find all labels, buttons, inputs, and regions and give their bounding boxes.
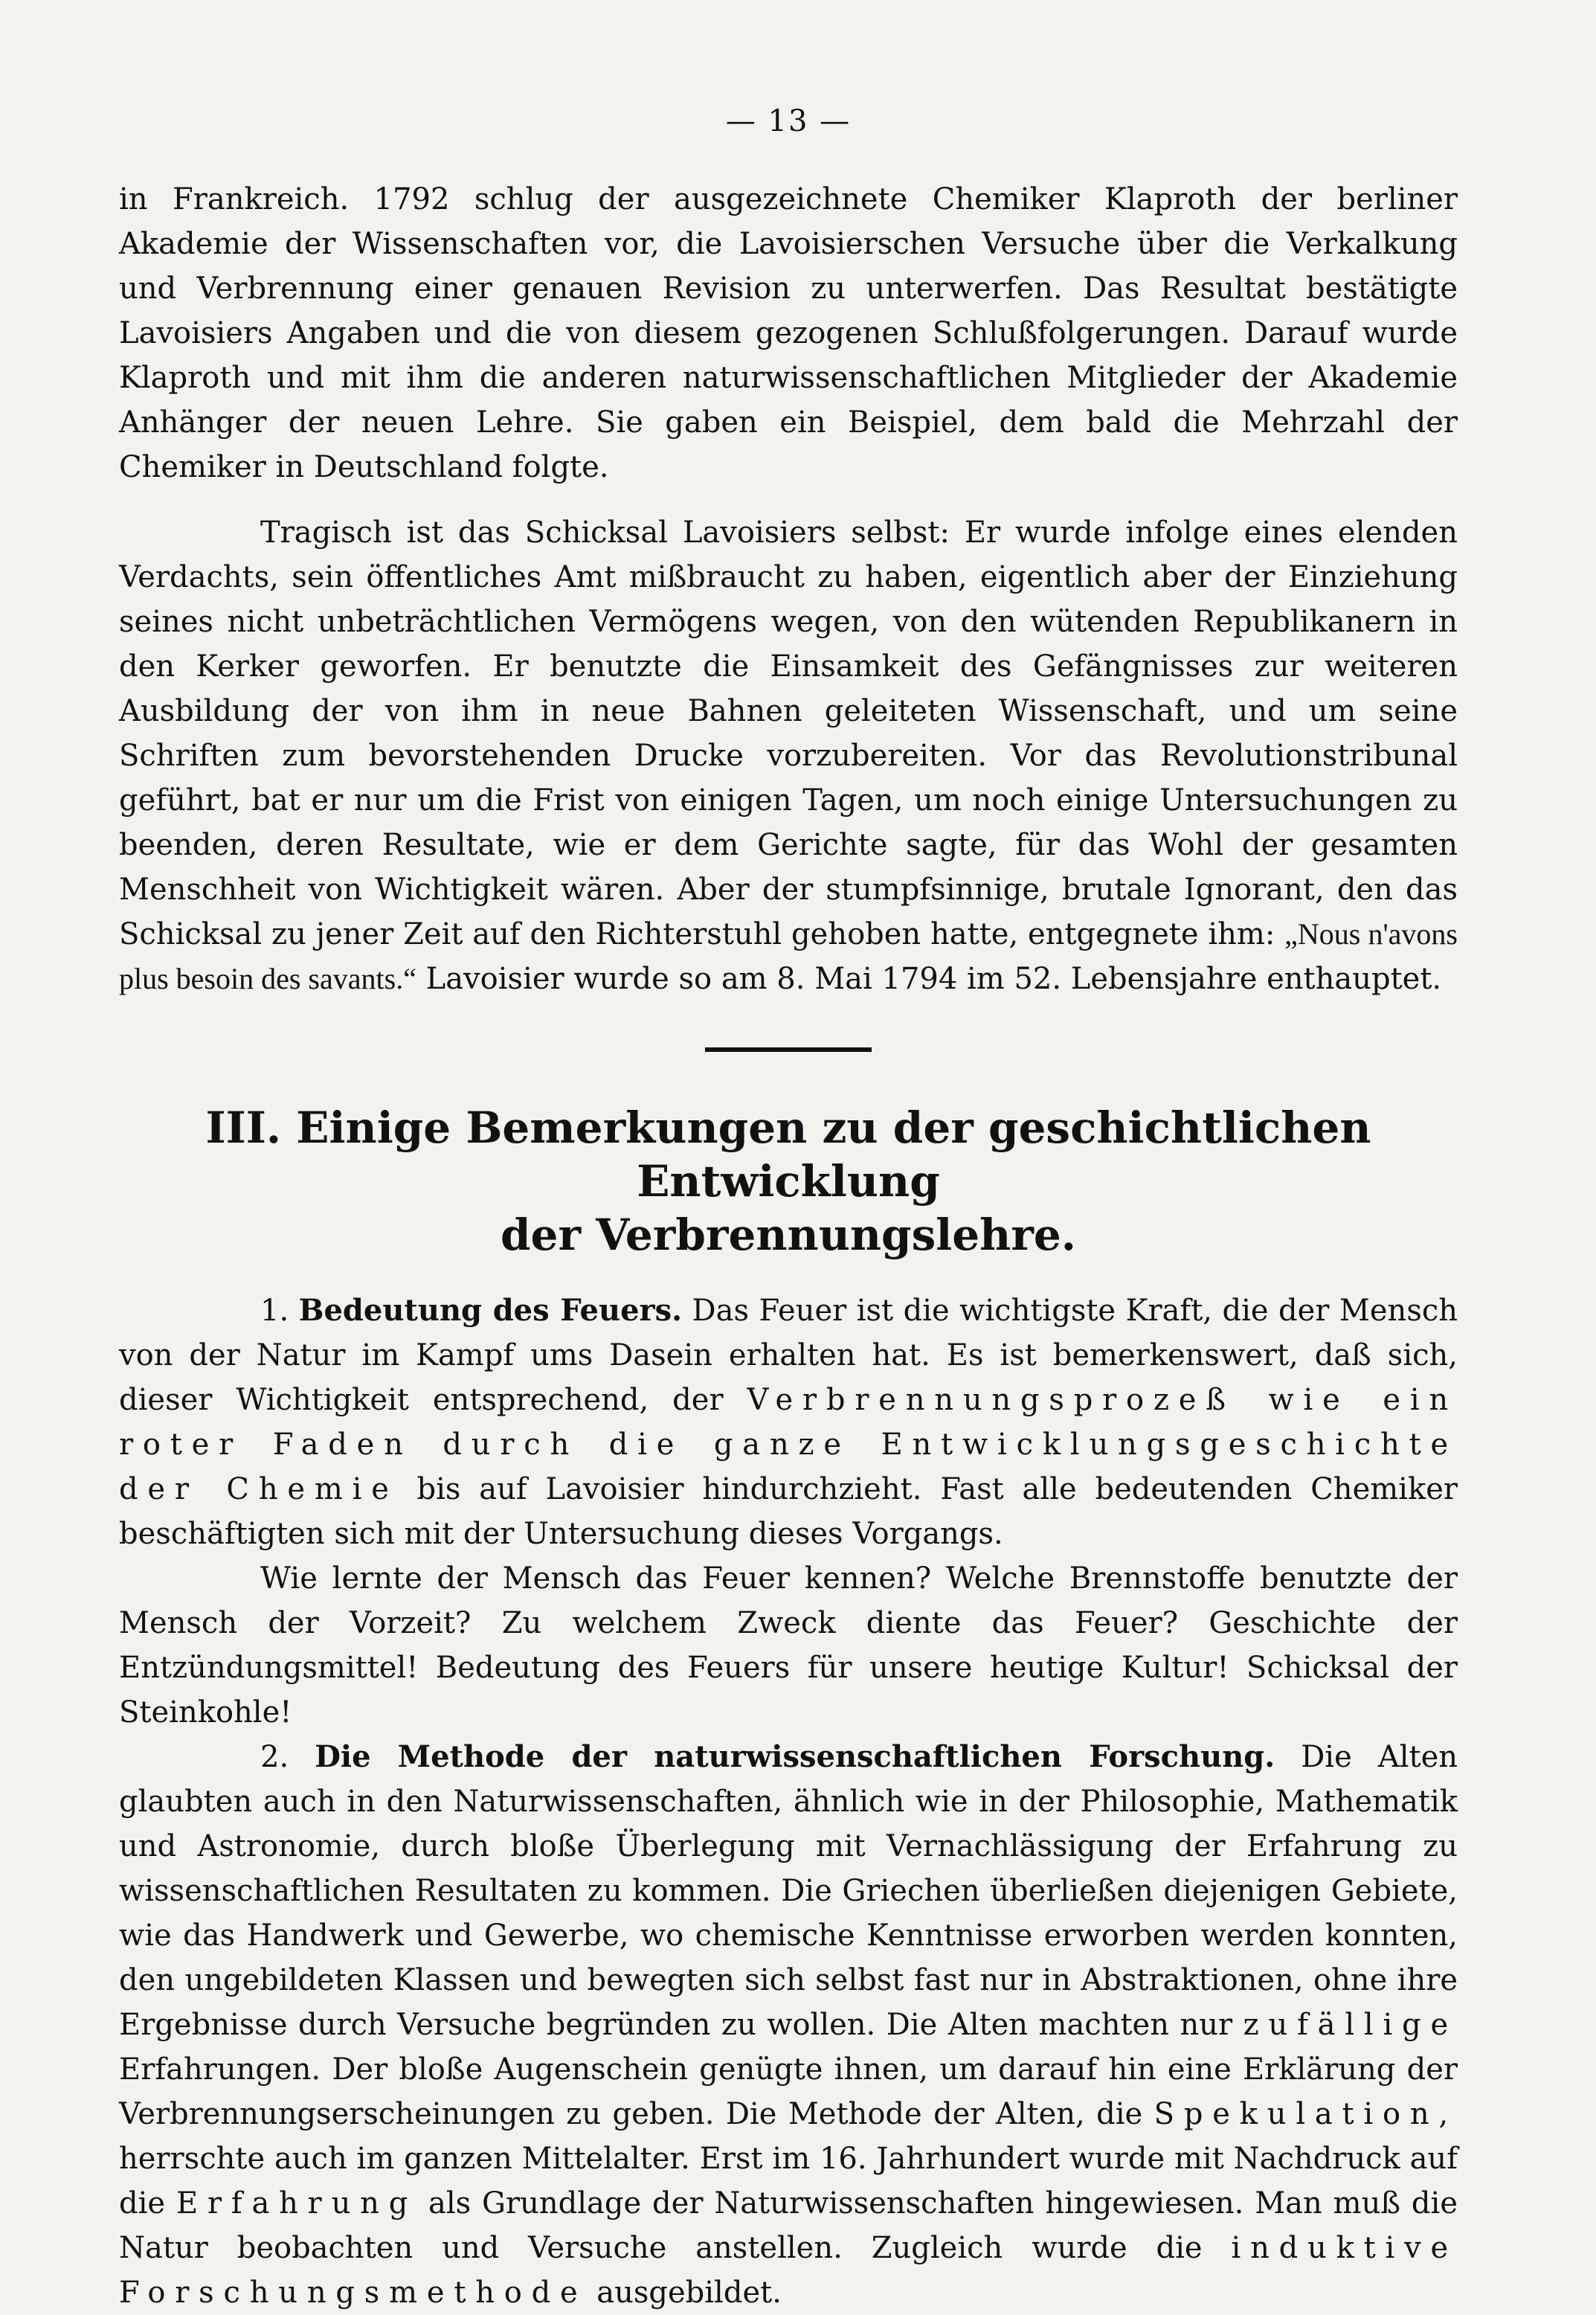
book-page: [119, 104, 1458, 2315]
section-2-text5: ausgebildet.: [587, 2276, 782, 2310]
section-1-paragraph: [119, 1288, 1458, 1556]
section-1-text1: Das Feuer ist die wichtigste Kraft, die der Mensch von der Natur im Kampf ums Dasein erhalten hat. Es ist bemerkenswert, daß sich, dieser Wichtigkeit entsprechend, der: [119, 1294, 1458, 1417]
section-1-spaced-phrase: Verbrennungsprozeß wie ein roter Faden durch die ganze Entwicklungsgeschichte der Chemie: [119, 1383, 1458, 1506]
section-divider: [705, 1047, 872, 1052]
lavoisier-text-part1: Tragisch ist das Schicksal Lavoisiers selbst: Er wurde infolge eines elenden Verdachts, sein öffentliches Amt mißbraucht zu haben, eigentlich aber der Einziehung seines nicht unbeträchtlichen Vermögens wegen, von den wütenden Republikanern in den Kerker geworfen. Er benutzte die Einsamkeit des Gefängnisses zur weiteren Ausbildung der von ihm in neue Bahnen geleiteten Wissenschaft, und um seine Schriften zum bevorstehenden Drucke vorzubereiten. Vor das Revolutionstribunal geführt, bat er nur um die Frist von einigen Tagen, um noch einige Untersuchungen zu beenden, deren Resultate, wie er dem Gerichte sagte, für das Wohl der gesamten Menschheit von Wichtigkeit wären. Aber der stumpfsinnige, brutale Ignorant, den das Schicksal zu jener Zeit auf den Richterstuhl gehoben hatte, entgegnete ihm:: [119, 516, 1458, 951]
questions-paragraph: Wie lernte der Mensch das Feuer kennen? Welche Brennstoffe benutzte der Mensch der Vorzeit? Zu welchem Zweck diente das Feuer? Geschichte der Entzündungsmittel! Bedeutung des Feuers für unsere heutige Kultur! Schicksal der Steinkohle!: [119, 1561, 1458, 1730]
french-quote: „Nous n'avons plus besoin des savants.“: [119, 917, 1458, 995]
chapter-heading-line2: der Verbrennungslehre.: [501, 1210, 1076, 1260]
section-2-text2: Erfahrungen. Der bloße Augenschein genügte ihnen, um darauf hin eine Erklärung der Verbrennungserscheinungen zu geben. Die Methode der Alten, die: [119, 2052, 1458, 2131]
chapter-heading-line1: III. Einige Bemerkungen zu der geschichtlichen Entwicklung: [205, 1102, 1371, 1207]
section-2-paragraph: [119, 1735, 1458, 2315]
page-number: — 13 —: [725, 104, 852, 138]
paragraph-lavoisier-fate: [119, 510, 1458, 1001]
section-2-text4: als Grundlage der Naturwissenschaften hingewiesen. Man muß die Natur beobachten und Versuche anstellen. Zugleich wurde die: [119, 2186, 1458, 2265]
paragraph-klaproth: in Frankreich. 1792 schlug der ausgezeichnete Chemiker Klaproth der berliner Akademie der Wissenschaften vor, die Lavoisierschen Versuche über die Verkalkung und Verbrennung einer genauen Revision zu unterwerfen. Das Resultat bestätigte Lavoisiers Angaben und die von diesem gezogenen Schlußfolgerungen. Darauf wurde Klaproth und mit ihm die anderen naturwissenschaftlichen Mitglieder der Akademie Anhänger der neuen Lehre. Sie gaben ein Beispiel, dem bald die Mehrzahl der Chemiker in Deutschland folgte.: [119, 182, 1458, 484]
section-2-spaced-erfahrung: Erfahrung: [176, 2186, 418, 2221]
section-2-text1: Die Alten glaubten auch in den Naturwissenschaften, ähnlich wie in der Philosophie, Mathematik und Astronomie, durch bloße Überlegung mit Vernachlässigung der Erfahrung zu wissenschaftlichen Resultaten zu kommen. Die Griechen überließen diejenigen Gebiete, wie das Handwerk und Gewerbe, wo chemische Kenntnisse erworben werden konnten, den ungebildeten Klassen und bewegten sich selbst fast nur in Abstraktionen, ohne ihre Ergebnisse durch Versuche begründen zu wollen. Die Alten machten nur: [119, 1740, 1458, 2042]
section-2-text3: herrschte auch im ganzen Mittelalter. Erst im 16. Jahrhundert wurde mit Nachdruck auf die: [119, 2142, 1458, 2221]
section-2-spaced-spekulation: Spekulation,: [1153, 2097, 1458, 2131]
section-1-text2: bis auf Lavoisier hindurchzieht. Fast alle bedeutenden Chemiker beschäftigten sich mit der Untersuchung dieses Vorgangs.: [119, 1472, 1458, 1551]
section-1-number: 1.: [260, 1294, 289, 1328]
lavoisier-text-part2: Lavoisier wurde so am 8. Mai 1794 im 52. Lebensjahre enthauptet.: [416, 962, 1442, 996]
section-2-number: 2.: [260, 1740, 289, 1774]
section-2-spaced-zufaellige: zufällige: [1243, 2008, 1458, 2042]
section-1-title: Bedeutung des Feuers.: [298, 1293, 683, 1328]
chapter-heading: [119, 1101, 1458, 1262]
section-2-spaced-methode: induktive Forschungsmethode: [119, 2231, 1458, 2310]
section-2-title: Die Methode der naturwissenschaftlichen Forschung.: [315, 1739, 1275, 1774]
